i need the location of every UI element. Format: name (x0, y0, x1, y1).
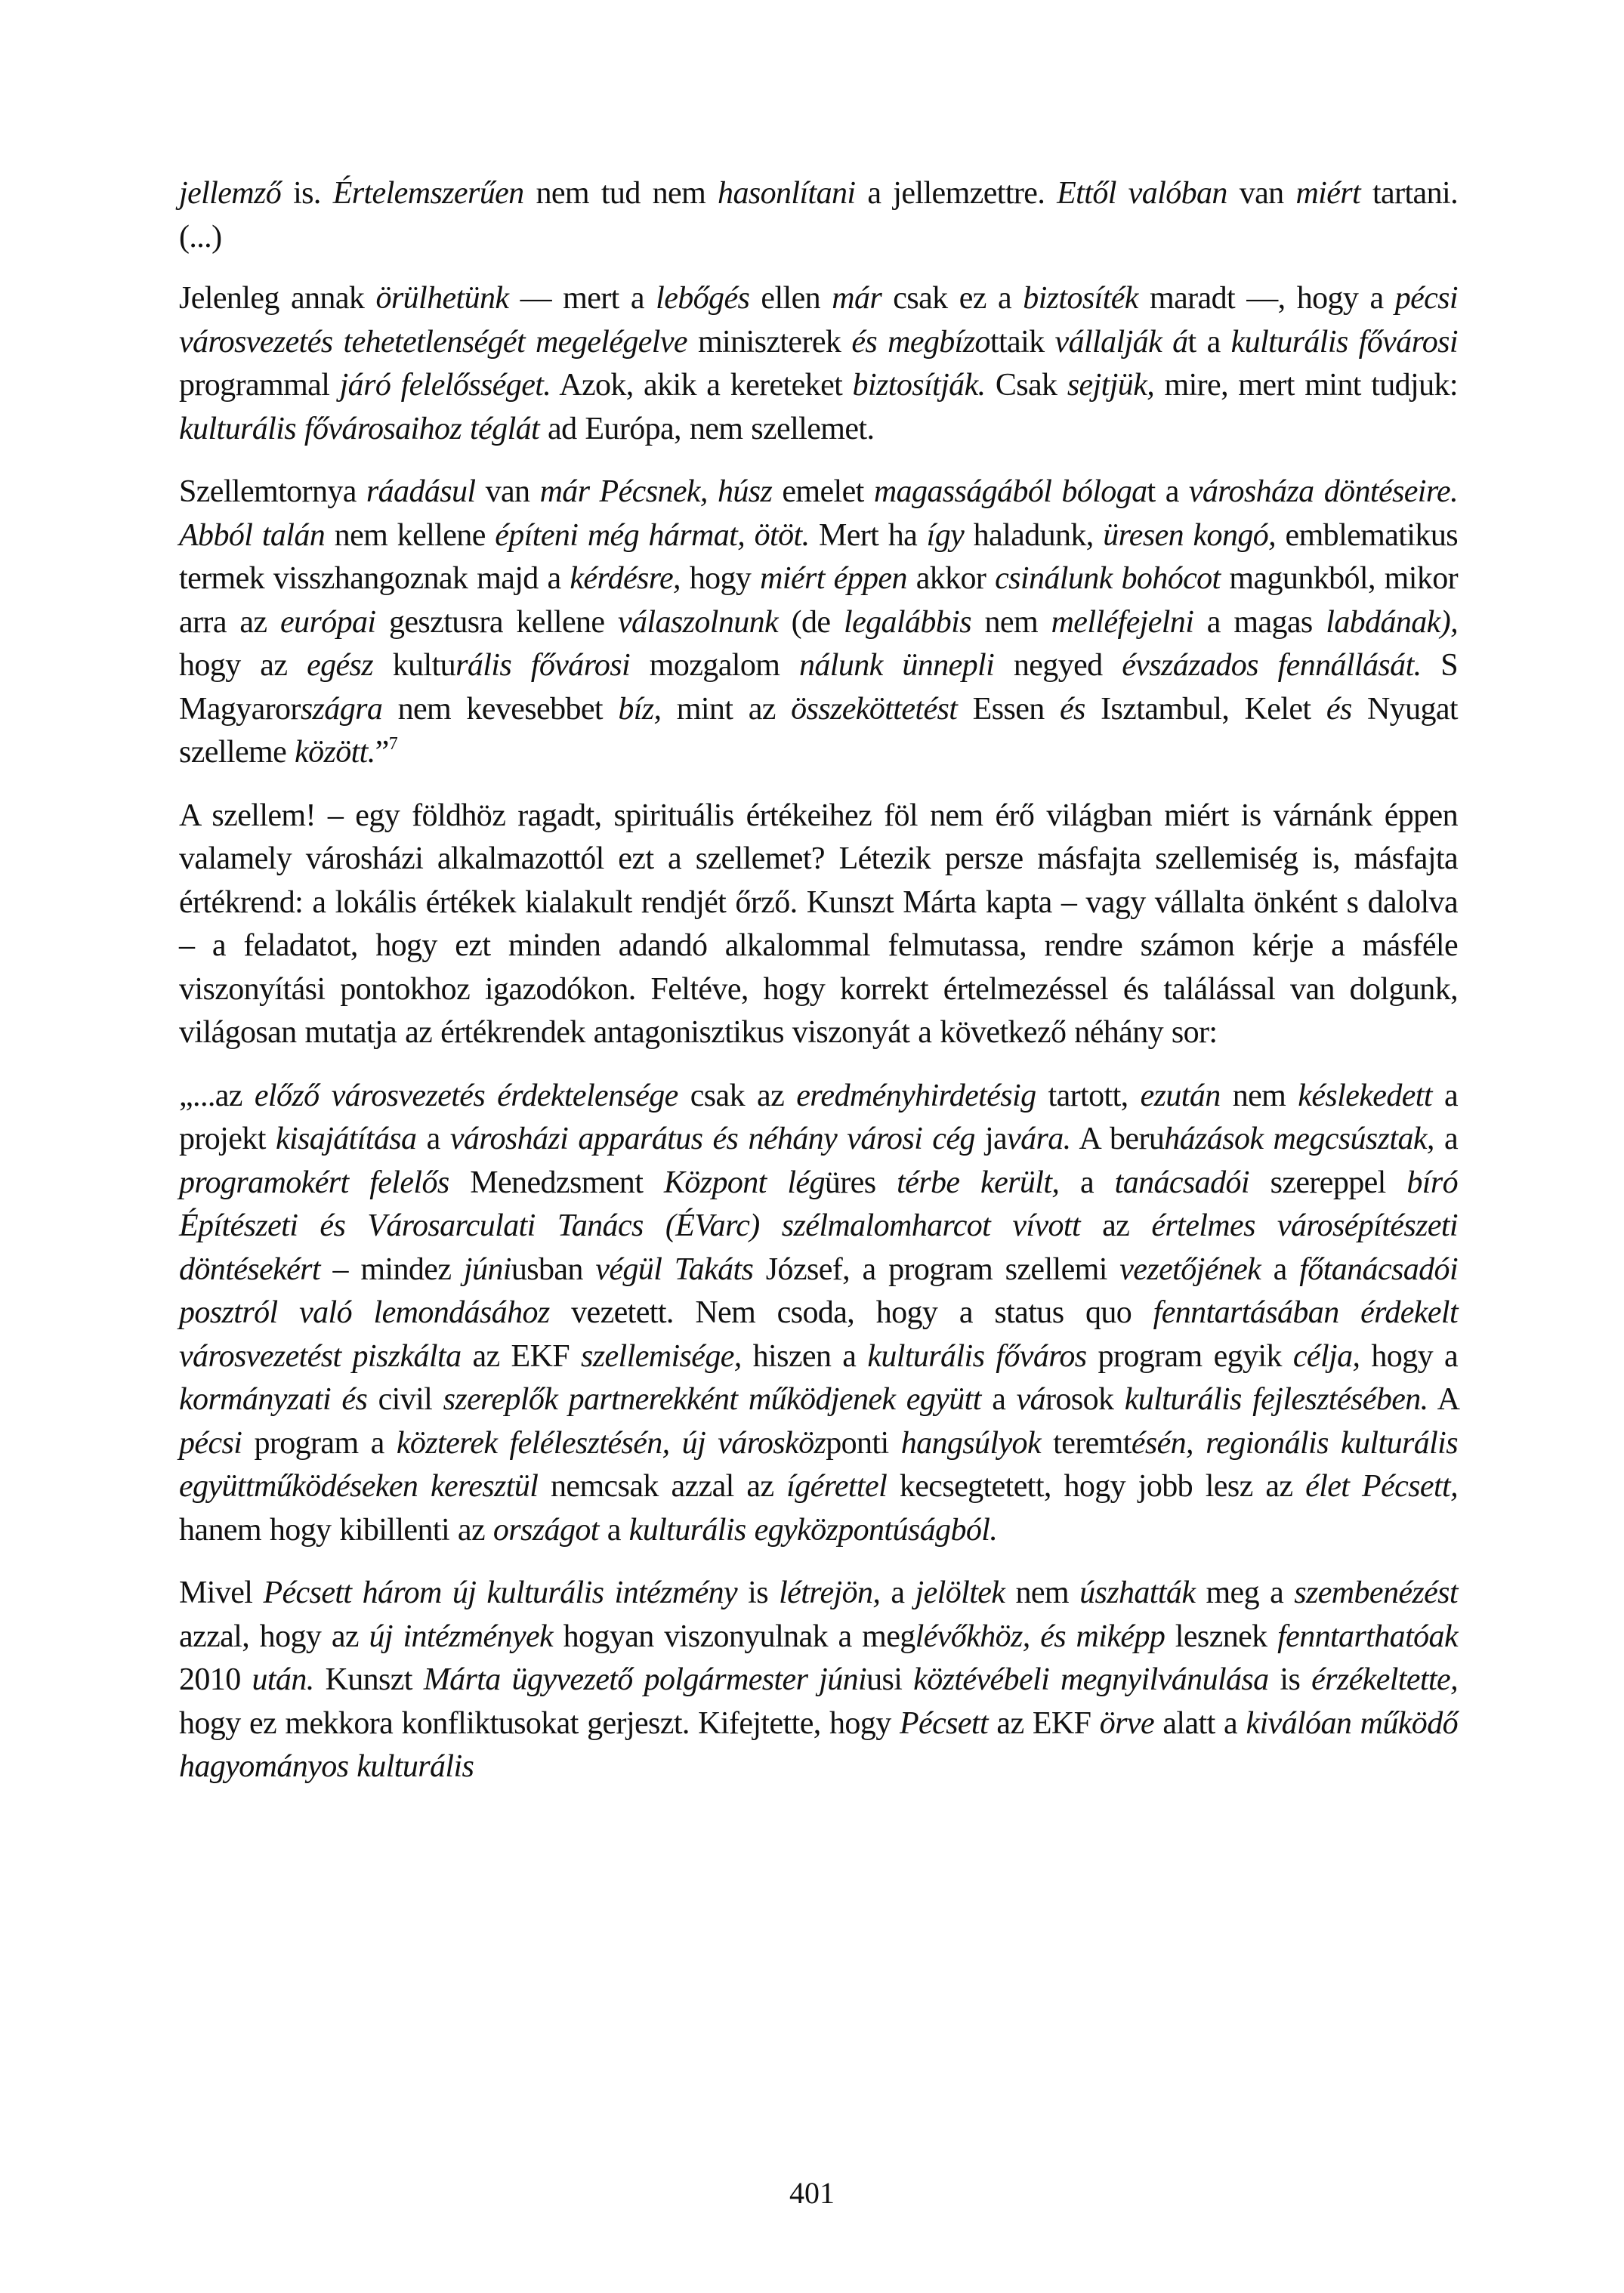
body-text: hogy (680, 561, 761, 596)
emphasized-text: előző városvezetés érdektelensége (254, 1078, 678, 1113)
body-text: A szellem! – egy földhöz ragadt, spirituális értékeihez föl nem érő világban miért is várnánk éppen valamely városházi alkalmazottól ezt a szellemet? Létezik persze másfajta szellemiség is, másfajta értékrend: a lokális értékek kialakult rendjét őrző. Kunszt Márta kapta – vagy vállalta önként s dalolva – a feladatot, hogy ezt minden adandó alkalommal felmutassa, rendre számon kérje a másféle viszonyítási pontokhoz igazodókon. Feltéve, hogy korrekt értelmezéssel és találással van dolgunk, világosan mutatja az értékrendek antagonisztikus viszonyát a következő néhány sor: (179, 798, 1458, 1050)
emphasized-text: vállalják á (1054, 324, 1188, 360)
body-text: nemcsak azzal az (538, 1469, 787, 1504)
emphasized-text: melléfejelni (1051, 604, 1194, 640)
body-text: ellen (749, 281, 832, 316)
body-text: emblematikus termek visszhangoznak majd a (179, 517, 1458, 596)
body-text: is (737, 1575, 780, 1610)
emphasized-text: főtanácsadói posztról való lemondásához (179, 1251, 1459, 1330)
body-text: kultu (373, 648, 456, 683)
emphasized-text: új intézmények (369, 1619, 554, 1654)
body-text: hiszen a (741, 1338, 868, 1374)
body-text: „...az (179, 1078, 255, 1113)
body-text: a (416, 1122, 450, 1156)
body-text: az EKF (988, 1705, 1100, 1741)
emphasized-text: vára. (1007, 1122, 1071, 1156)
body-text: maradt —, hogy a (1138, 281, 1395, 316)
body-text: program a (242, 1425, 397, 1461)
emphasized-text: élet Pécsett, (1305, 1469, 1458, 1504)
emphasized-text: bíz, (618, 691, 662, 727)
emphasized-text: Márta ügyvezető polgármester júni (423, 1662, 867, 1697)
body-text: tartott, (1036, 1078, 1141, 1113)
body-text: is. (281, 176, 333, 211)
body-text: Mivel (179, 1575, 264, 1610)
emphasized-text: vá (1016, 1382, 1046, 1417)
body-text: program egyik (1086, 1338, 1293, 1374)
body-text: akkor (906, 561, 996, 596)
body-text: Azok, akik a kereteket (551, 368, 853, 403)
body-text: szereppel (1249, 1165, 1407, 1200)
body-text: az (1080, 1208, 1152, 1243)
emphasized-text: után. (252, 1662, 314, 1697)
body-text: gesztusra kellene (375, 604, 618, 640)
body-text: nem (1220, 1078, 1298, 1113)
emphasized-text: és (1326, 691, 1352, 727)
emphasized-text: kulturális fővárosaihoz téglát (179, 411, 540, 446)
emphasized-text: összeköttetést (791, 691, 958, 727)
emphasized-text: építeni még hármat, ötöt. (495, 517, 810, 553)
emphasized-text: szágra (300, 691, 383, 727)
body-text: Kunszt (313, 1662, 424, 1697)
body-text: t a (1147, 474, 1189, 509)
emphasized-text: városháza döntéseire. Abból talán (179, 474, 1458, 553)
emphasized-text: pécsi városvezetés tehetetlenségét megelégelve (179, 281, 1459, 360)
body-text: a (1434, 1122, 1459, 1156)
emphasized-text: jelöltek (915, 1575, 1005, 1610)
body-text: csak az (678, 1078, 797, 1113)
body-text: usi (866, 1662, 914, 1697)
emphasized-text: pécsi (179, 1425, 242, 1461)
body-text: programmal (179, 368, 340, 403)
body-text: ttaik (990, 324, 1055, 360)
page-number: 401 (789, 2176, 835, 2210)
emphasized-text: és (1059, 691, 1085, 727)
emphasized-text: és megbízo (851, 324, 990, 360)
body-text: lesznek (1165, 1619, 1278, 1654)
body-text: Csak (985, 368, 1067, 403)
body-text: nem kevesebbet (382, 691, 619, 727)
body-text: magunkból, mikor arra az (179, 561, 1459, 640)
emphasized-text: sejtjük, (1067, 368, 1155, 403)
emphasized-text: nálunk ünnepli (798, 648, 995, 683)
body-text: azzal, hogy az (179, 1619, 369, 1654)
footnote-marker: 7 (388, 734, 398, 754)
emphasized-text: eredményhirdetésig (796, 1078, 1036, 1113)
body-text: a (598, 1512, 629, 1548)
body-text: alatt a (1154, 1705, 1246, 1741)
body-text: hogyan viszonyulnak a meg (553, 1619, 915, 1654)
body-text: t a (1187, 324, 1231, 360)
body-text: a (880, 1575, 915, 1610)
emphasized-text: üresen kongó, (1103, 517, 1277, 553)
body-text: mozgalom (630, 648, 799, 683)
emphasized-text: válaszolnunk (617, 604, 779, 640)
body-text: meg a (1195, 1575, 1295, 1610)
emphasized-text: kormányzati és (179, 1382, 368, 1417)
emphasized-text: bíró Építészeti és Városarculati Tanács (ÉVarc) szélmalomharcot vívott (179, 1165, 1459, 1243)
body-text: az EKF (461, 1338, 582, 1374)
emphasized-text: vezetőjének (1119, 1251, 1261, 1287)
body-text: miniszterek (687, 324, 852, 360)
emphasized-text: érzékeltette, (1311, 1662, 1458, 1697)
emphasized-text: jellemző (179, 176, 282, 211)
body-text: a (980, 1382, 1017, 1417)
emphasized-text: programokért felelős (179, 1165, 449, 1200)
book-page-body (179, 172, 1458, 1809)
paragraph-a-szellem (179, 795, 1458, 1055)
body-text: a jellemzettre. (855, 176, 1057, 211)
emphasized-text: örve (1099, 1705, 1155, 1741)
body-text: civil (367, 1382, 443, 1417)
body-text: ad Európa, nem szellemet. (539, 411, 875, 446)
body-text: rosok (1045, 1382, 1125, 1417)
emphasized-text: szereplők partnerekként működjenek együtt (443, 1382, 981, 1417)
emphasized-text: hasonlítani (718, 176, 856, 211)
body-text: hogy ez mekkora konfliktusokat gerjeszt. Kifejtette, hogy (179, 1705, 900, 1741)
body-text: a (1261, 1251, 1300, 1287)
paragraph-quote-szellemtornya (179, 471, 1458, 775)
emphasized-text: Ettől valóban (1057, 176, 1227, 211)
emphasized-text: Központ lég (663, 1165, 825, 1200)
emphasized-text: Értelemszerűen (332, 176, 524, 211)
body-text: ja (974, 1122, 1008, 1156)
emphasized-text: már Pécsnek, húsz (539, 474, 773, 509)
body-text: A beru (1070, 1122, 1165, 1156)
emphasized-text: úszhatták (1079, 1575, 1196, 1610)
body-text: Menedzsment (449, 1165, 664, 1200)
emphasized-text: fenntarthatóak (1277, 1619, 1458, 1654)
emphasized-text: Pécsett (899, 1705, 989, 1741)
body-text: Mert ha (809, 517, 927, 553)
emphasized-text: legalábbis (844, 604, 971, 640)
body-text: csak ez a (881, 281, 1023, 316)
emphasized-text: magasságából bóloga (873, 474, 1147, 509)
emphasized-text: évszázados fennállását. (1122, 648, 1422, 683)
emphasized-text: miért (1295, 176, 1361, 211)
body-text: nem kellene (325, 517, 496, 553)
emphasized-text: tanácsadói (1114, 1165, 1249, 1200)
body-text: kecsegtetett, hogy jobb lesz az (887, 1469, 1306, 1504)
paragraph-quote-ending (179, 172, 1458, 259)
emphasized-text: szembenézést (1294, 1575, 1458, 1610)
body-text: ” (375, 735, 389, 770)
body-text: is (1268, 1662, 1312, 1697)
emphasized-text: rális fővárosi (455, 648, 631, 683)
body-text: nem (1005, 1575, 1080, 1610)
body-text: tartani. (...) (179, 176, 1458, 255)
emphasized-text: végül Takáts (595, 1251, 754, 1287)
body-text: van (475, 474, 540, 509)
emphasized-text: létrejön, (779, 1575, 881, 1610)
emphasized-text: lebőgés (656, 281, 750, 316)
body-text: a magas (1193, 604, 1326, 640)
body-text: A (1428, 1382, 1459, 1417)
emphasized-text: ráadásul (366, 474, 476, 509)
emphasized-text: kulturális egyközpontúságból. (628, 1512, 998, 1548)
emphasized-text: csinálunk bohócot (995, 561, 1221, 596)
body-text: a projekt (179, 1078, 1458, 1156)
emphasized-text: kisajátítása (275, 1122, 417, 1156)
body-text: Nyugat szelleme (179, 691, 1458, 770)
body-text: usban (511, 1251, 596, 1287)
emphasized-text: egész (307, 648, 374, 683)
emphasized-text: kérdésre, (570, 561, 681, 596)
body-text: nem tud nem (523, 176, 718, 211)
emphasized-text: járó felelősséget. (339, 368, 551, 403)
emphasized-text: késlekedett (1298, 1078, 1432, 1113)
emphasized-text: térbe került, (897, 1165, 1060, 1200)
emphasized-text: labdának), (1326, 604, 1459, 640)
paragraph-mivel-pecsett (179, 1572, 1458, 1789)
emphasized-text: biztosítják. (852, 368, 986, 403)
emphasized-text: hangsúlyok (900, 1425, 1042, 1461)
emphasized-text: júni (463, 1251, 511, 1287)
emphasized-text: kulturális fővárosi (1230, 324, 1458, 360)
emphasized-text: ezután (1140, 1078, 1221, 1113)
body-text: a (1059, 1165, 1115, 1200)
emphasized-text: országot (492, 1512, 599, 1548)
emphasized-text: városházi apparátus és néhány városi cég (449, 1122, 975, 1156)
emphasized-text: miért éppen (760, 561, 907, 596)
emphasized-text: már (832, 281, 882, 316)
emphasized-text: kiválóan működő hagyományos kulturális (179, 1705, 1458, 1784)
paragraph-block-quote-evarc (179, 1075, 1458, 1553)
emphasized-text: Pécsett három új kulturális intézmény (263, 1575, 738, 1610)
body-text: vezetett. Nem csoda, hogy a status quo (549, 1295, 1153, 1330)
body-text: Szellemtornya (179, 474, 366, 509)
emphasized-text: így (926, 517, 965, 553)
paragraph-quote-jelenleg (179, 277, 1458, 451)
emphasized-text: kulturális fejlesztésében. (1124, 1382, 1428, 1417)
emphasized-text: közterek felélesztésén, új városköz (396, 1425, 826, 1461)
emphasized-text: kulturális főváros (867, 1338, 1087, 1374)
emphasized-text: fenntartásában érdekelt városvezetést piszkálta (179, 1295, 1459, 1374)
body-text: Isztambul, Kelet (1085, 691, 1326, 727)
body-text: van (1227, 176, 1296, 211)
emphasized-text: célja, (1292, 1338, 1360, 1374)
body-text: haladunk, (964, 517, 1104, 553)
emphasized-text: szellemisége, (581, 1338, 742, 1374)
body-text: 2010 (179, 1662, 252, 1697)
body-text: mint az (661, 691, 792, 727)
body-text: negyed (994, 648, 1122, 683)
body-text: hogy az (179, 648, 307, 683)
emphasized-text: között. (295, 735, 375, 770)
body-text: hogy a (1360, 1338, 1458, 1374)
emphasized-text: lévőkhöz, és miképp (915, 1619, 1166, 1654)
body-text: József, a program szellemi (753, 1251, 1120, 1287)
body-text: S Magyaror (179, 648, 1458, 727)
emphasized-text: házások megcsúsztak, (1164, 1122, 1434, 1156)
emphasized-text: örülhetünk (375, 281, 509, 316)
body-text: — mert a (508, 281, 656, 316)
body-text: mire, mert mint tudjuk: (1154, 368, 1458, 403)
body-text: üres (824, 1165, 897, 1200)
body-text: Jelenleg annak (179, 281, 376, 316)
emphasized-text: ígérettel (786, 1469, 888, 1504)
emphasized-text: ésén, regionális kulturális együttműködéseken keresztül (179, 1425, 1458, 1504)
body-text: ponti (826, 1425, 901, 1461)
emphasized-text: európai (280, 604, 376, 640)
body-text: hanem hogy kibillenti az (179, 1512, 493, 1548)
body-text: – mindez (320, 1251, 464, 1287)
emphasized-text: értelmes városépítészeti döntésekért (179, 1208, 1458, 1287)
body-text: (de (778, 604, 844, 640)
body-text: nem (971, 604, 1051, 640)
emphasized-text: köztévébeli megnyilvánulása (913, 1662, 1269, 1697)
body-text: teremt (1041, 1425, 1132, 1461)
emphasized-text: biztosíték (1023, 281, 1138, 316)
body-text: Essen (957, 691, 1060, 727)
body-text: emelet (772, 474, 874, 509)
